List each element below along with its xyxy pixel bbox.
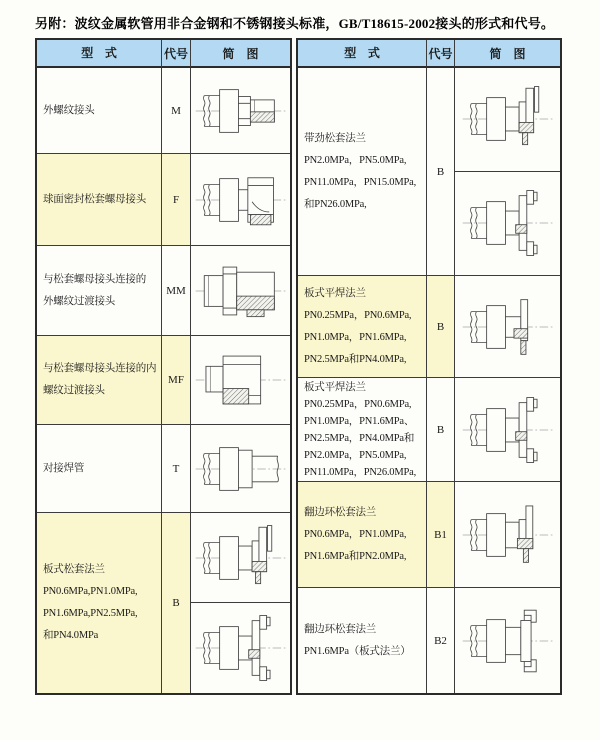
neck-loose-flange-upper-diagram	[461, 83, 555, 155]
left-table-header-row	[37, 40, 290, 68]
diagram-subcell	[455, 68, 560, 172]
code-cell: B2	[427, 588, 455, 693]
table-row	[37, 425, 290, 513]
type-cell: 翻边环松套法兰 PN0.6MPa，PN1.0MPa, PN1.6MPa和PN2.0MPa,	[298, 482, 427, 588]
left-table	[35, 38, 292, 695]
table-row	[298, 378, 560, 482]
diagram-cell	[455, 588, 560, 693]
male-thread-fitting-diagram	[194, 75, 288, 147]
table-row	[298, 276, 560, 378]
diagram-subcell	[455, 172, 560, 276]
diagram-subcell	[191, 603, 290, 693]
table-row	[37, 68, 290, 154]
plate-weld-flange-full-diagram	[461, 394, 555, 466]
male-thread-adapter-fitting-diagram	[194, 255, 288, 327]
code-cell: M	[162, 68, 191, 154]
code-cell: B1	[427, 482, 455, 588]
table-row	[298, 482, 560, 588]
diagram-cell	[455, 68, 560, 276]
right-table	[296, 38, 562, 695]
type-cell: 带劲松套法兰 PN2.0MPa，PN5.0MPa, PN11.0MPa，PN15.0MPa, 和PN26.0MPa,	[298, 68, 427, 276]
table-row	[37, 154, 290, 246]
code-cell: B	[427, 68, 455, 276]
diagram-cell	[191, 68, 290, 154]
column-header-diagram: 简 图	[455, 40, 560, 68]
butt-weld-pipe-diagram	[194, 433, 288, 505]
plate-weld-flange-diagram	[461, 291, 555, 363]
type-cell: 板式松套法兰 PN0.6MPa,PN1.0MPa, PN1.6MPa,PN2.5MPa, 和PN4.0MPa	[37, 513, 162, 693]
diagram-cell	[191, 246, 290, 336]
type-cell: 翻边环松套法兰 PN1.6MPa（板式法兰）	[298, 588, 427, 693]
diagram-cell	[455, 378, 560, 482]
neck-loose-flange-lower-diagram	[461, 187, 555, 259]
plate-loose-flange-upper-diagram	[194, 522, 288, 594]
diagram-cell	[191, 425, 290, 513]
code-cell: MF	[162, 336, 191, 425]
flared-ring-plate-flange-diagram	[461, 605, 555, 677]
type-cell: 板式平焊法兰 PN0.25MPa，PN0.6MPa, PN1.0MPa，PN1.6MPa、 PN2.5MPa，PN4.0MPa和 PN2.0MPa，PN5.0MPa, PN11.0MPa，PN26.0MPa,	[298, 378, 427, 482]
column-header-diagram: 简 图	[191, 40, 290, 68]
flared-ring-loose-flange-diagram	[461, 499, 555, 571]
type-cell: 球面密封松套螺母接头	[37, 154, 162, 246]
diagram-cell	[455, 276, 560, 378]
diagram-subcell	[191, 513, 290, 603]
page-title: 另附：波纹金属软管用非合金钢和不锈钢接头标准，GB/T18615-2002接头的形式和代号。	[35, 16, 555, 31]
type-cell: 与松套螺母接头连接的 外螺纹过渡接头	[37, 246, 162, 336]
diagram-cell	[191, 513, 290, 693]
diagram-cell	[191, 154, 290, 246]
type-cell: 与松套螺母接头连接的内 螺纹过渡接头	[37, 336, 162, 425]
column-header-code: 代号	[427, 40, 455, 68]
type-cell: 板式平焊法兰 PN0.25MPa，PN0.6MPa, PN1.0MPa，PN1.6MPa, PN2.5MPa和PN4.0MPa,	[298, 276, 427, 378]
code-cell: MM	[162, 246, 191, 336]
female-thread-adapter-fitting-diagram	[194, 344, 288, 416]
column-header-type: 型 式	[37, 40, 162, 68]
table-row	[37, 336, 290, 425]
plate-loose-flange-lower-diagram	[194, 612, 288, 684]
table-row	[298, 588, 560, 693]
code-cell: F	[162, 154, 191, 246]
table-row	[298, 68, 560, 276]
table-row	[37, 246, 290, 336]
column-header-type: 型 式	[298, 40, 427, 68]
code-cell: T	[162, 425, 191, 513]
fitting-code-tables	[35, 38, 562, 695]
diagram-cell	[191, 336, 290, 425]
sphere-seal-loose-nut-fitting-diagram	[194, 164, 288, 236]
column-header-code: 代号	[162, 40, 191, 68]
type-cell: 外螺纹接头	[37, 68, 162, 154]
right-table-header-row	[298, 40, 560, 68]
code-cell: B	[427, 378, 455, 482]
code-cell: B	[162, 513, 191, 693]
code-cell: B	[427, 276, 455, 378]
type-cell: 对接焊管	[37, 425, 162, 513]
diagram-cell	[455, 482, 560, 588]
table-row	[37, 513, 290, 693]
